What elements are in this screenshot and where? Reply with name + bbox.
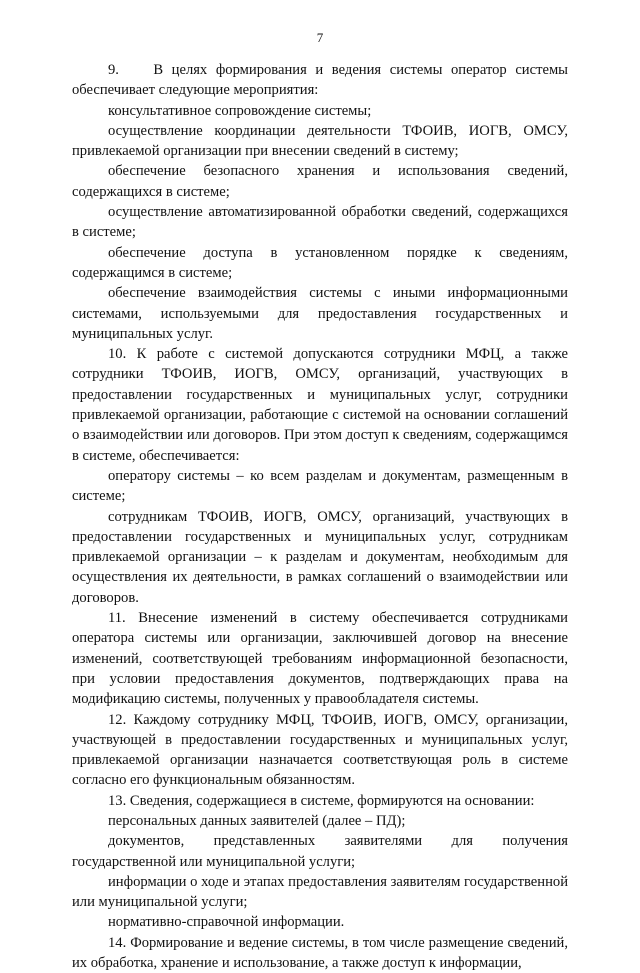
list-item: осуществление координации деятельности ТФОИВ, ИОГВ, ОМСУ, привлекаемой организации при внесении сведений в систему; — [72, 122, 568, 160]
list-item: обеспечение доступа в установленном порядке к сведениям, содержащимся в системе; — [72, 244, 568, 281]
list-item: оператору системы – ко всем разделам и документам, размещенным в системе; — [72, 467, 568, 505]
list-item: документов, представленных заявителями для получения государственной или муниципальной услуги; — [72, 833, 568, 870]
list-item: консультативное сопровождение системы; — [108, 102, 372, 119]
paragraph-9-intro: 9. В целях формирования и ведения системы оператор системы обеспечивает следующие мероприятия: — [72, 62, 568, 99]
list-item: персональных данных заявителей (далее – ПД); — [108, 812, 406, 829]
document-body — [72, 60, 568, 973]
page-number: 7 — [316, 30, 324, 45]
paragraph-10: 10. К работе с системой допускаются сотрудники МФЦ, а также сотрудники ТФОИВ, ИОГВ, ОМСУ, организаций, участвующих в предоставлении государственных и муниципальных услуг, сотрудники привлекаемой организации, работающие с системой на основании соглашений о взаимодействии или договоров. При этом доступ к сведениям, содержащимся в системе, обеспечивается: — [72, 346, 568, 464]
paragraph-13-intro: 13. Сведения, содержащиеся в системе, формируются на основании: — [108, 792, 535, 809]
list-item: нормативно-справочной информации. — [108, 914, 345, 931]
list-item: информации о ходе и этапах предоставления заявителям государственной или муниципальной услуги; — [72, 873, 568, 911]
list-item: обеспечение безопасного хранения и использования сведений, содержащихся в системе; — [72, 163, 568, 200]
list-item: сотрудникам ТФОИВ, ИОГВ, ОМСУ, организаций, участвующих в предоставлении государственных и муниципальных услуг, сотрудникам привлекаемой организации – к разделам и документам, необходимым для осуществления их деятельности, в рамках соглашений о взаимодействии или договоров. — [72, 508, 568, 606]
paragraph-11: 11. Внесение изменений в систему обеспечивается сотрудниками оператора системы или организации, заключившей договор на внесение изменений, соответствующей требованиям информационной безопасности, при условии предоставления документов, подтверждающих права на модификацию системы, полученных у правообладателя системы. — [72, 610, 568, 708]
list-item: осуществление автоматизированной обработки сведений, содержащихся в системе; — [72, 204, 568, 241]
list-item: обеспечение взаимодействия системы с иными информационными системами, используемыми для предоставления государственных и муниципальных услуг. — [72, 285, 568, 342]
paragraph-14: 14. Формирование и ведение системы, в том числе размещение сведений, их обработка, хранение и использование, а также доступ к информации, — [72, 934, 568, 972]
paragraph-12: 12. Каждому сотруднику МФЦ, ТФОИВ, ИОГВ, ОМСУ, организации, участвующей в предоставлении государственных и муниципальных услуг, привлекаемой организации назначается соответствующая роль в системе согласно его функциональным обязанностям. — [72, 711, 568, 789]
